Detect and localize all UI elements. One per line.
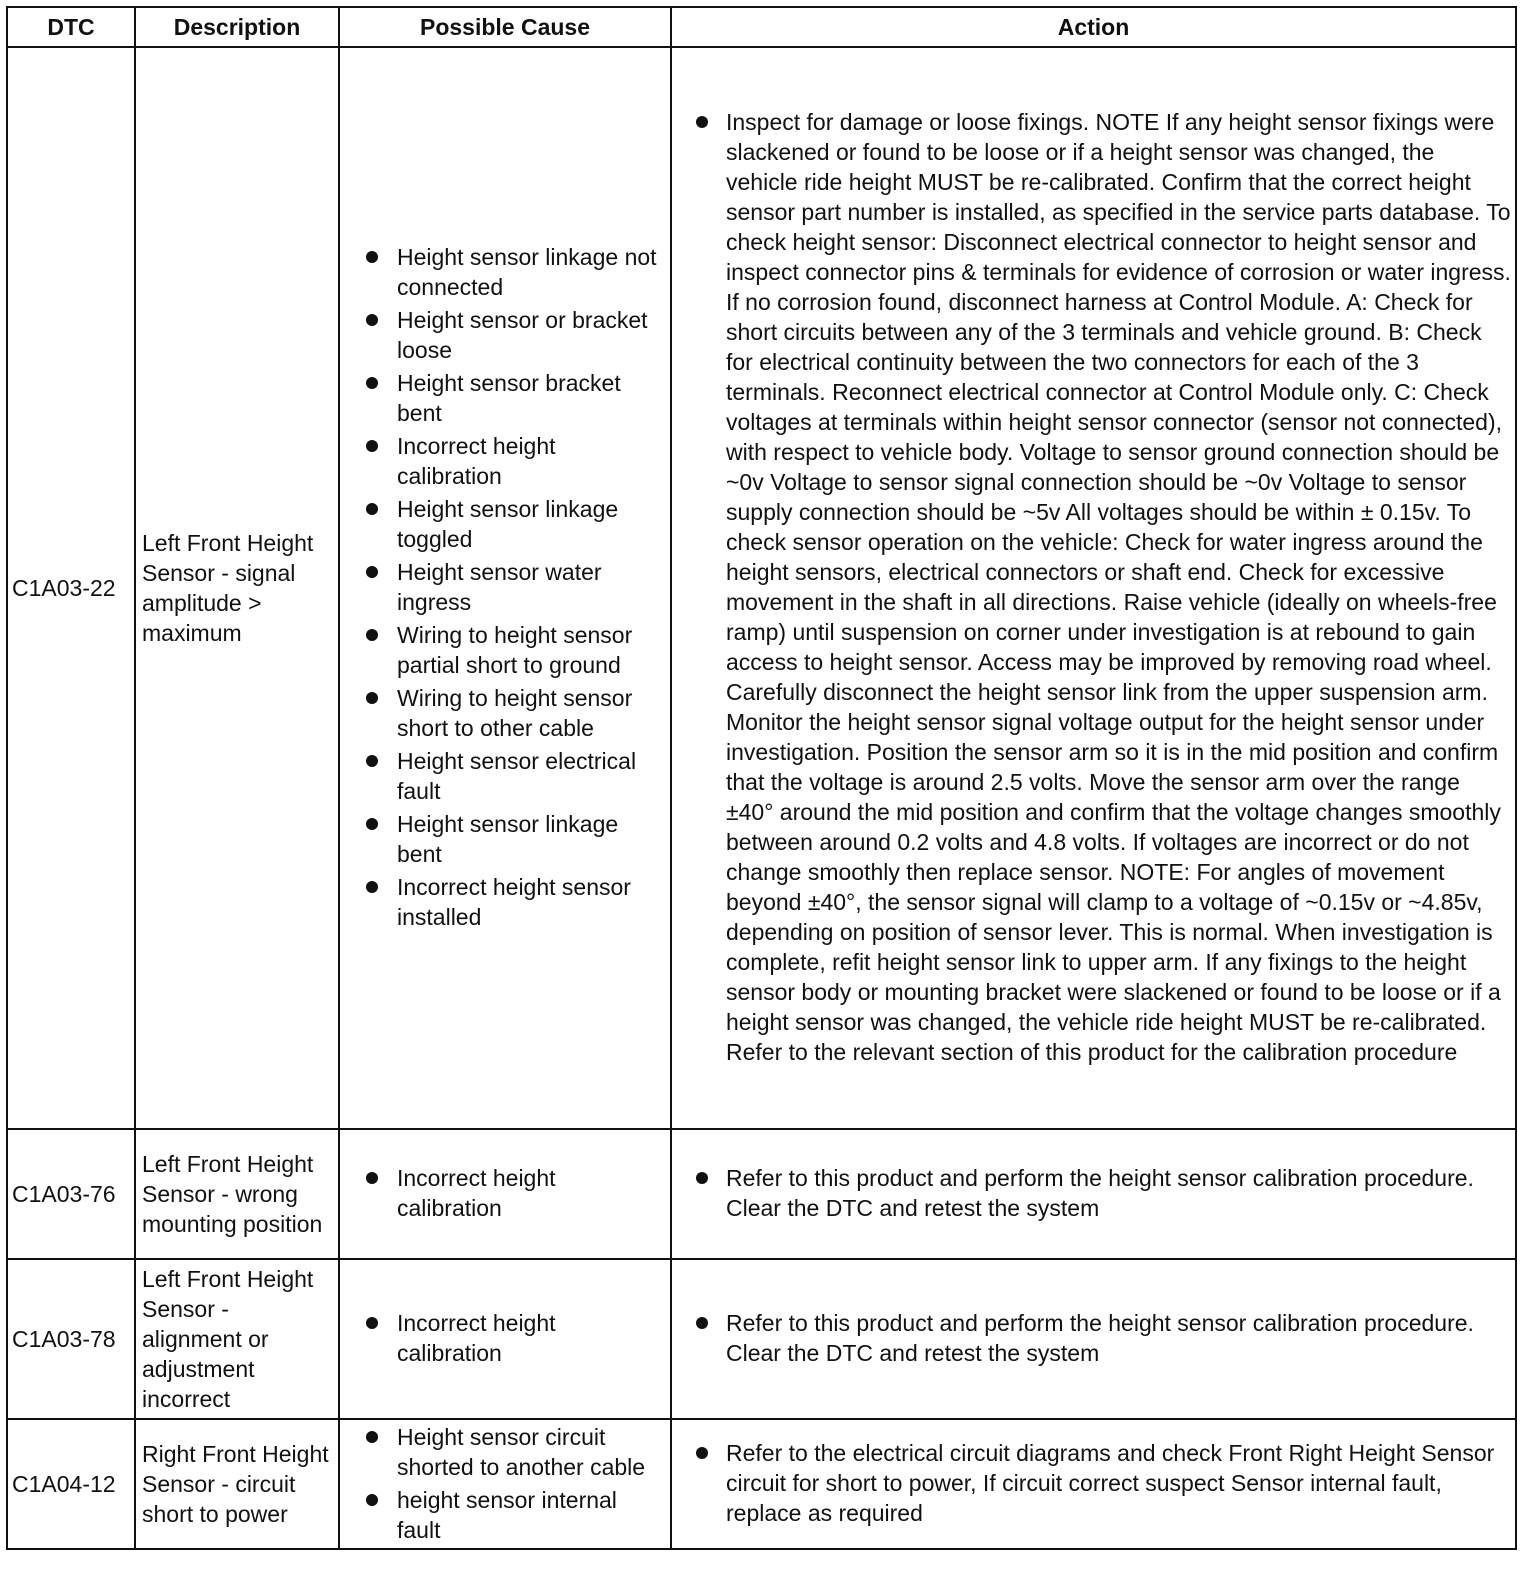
- header-row: [7, 7, 1516, 47]
- table-row: [7, 1419, 1516, 1549]
- action-cell: [671, 1129, 1516, 1259]
- cause-cell: [339, 47, 671, 1129]
- dtc-description: Left Front Height Sensor - wrong mounting position: [135, 1129, 339, 1259]
- dtc-description: Left Front Height Sensor - alignment or adjustment incorrect: [135, 1259, 339, 1419]
- cause-item: Incorrect height calibration: [346, 1163, 666, 1223]
- cause-item: height sensor internal fault: [346, 1485, 666, 1545]
- dtc-description: Right Front Height Sensor - circuit short to power: [135, 1419, 339, 1549]
- cause-item: Height sensor linkage toggled: [346, 494, 666, 554]
- cause-item: Wiring to height sensor short to other cable: [346, 683, 666, 743]
- cause-cell: [339, 1129, 671, 1259]
- dtc-code: C1A04-12: [7, 1419, 135, 1549]
- action-item: Refer to the electrical circuit diagrams and check Front Right Height Sensor circuit for short to power, If circuit correct suspect Sensor internal fault, replace as required: [678, 1438, 1511, 1528]
- cause-item: Incorrect height calibration: [346, 431, 666, 491]
- action-cell: [671, 1259, 1516, 1419]
- action-item: Inspect for damage or loose fixings. NOTE If any height sensor fixings were slackened or found to be loose or if a height sensor was changed, the vehicle ride height MUST be re-calibrated. Confirm that the correct height sensor part number is installed, as specified in the service parts database. To check height sensor: Disconnect electrical connector to height sensor and inspect connector pins & terminals for evidence of corrosion or water ingress. If no corrosion found, disconnect harness at Control Module. A: Check for short circuits between any of the 3 terminals and vehicle ground. B: Check for electrical continuity between the two connectors for each of the 3 terminals. Reconnect electrical connector at Control Module only. C: Check voltages at terminals within height sensor connector (sensor not connected), with respect to vehicle body. Voltage to sensor ground connection should be ~0v Voltage to sensor signal connection should be ~0v Voltage to sensor supply connection should be ~5v All voltages should be within ± 0.15v. To check sensor operation on the vehicle: Check for water ingress around the height sensors, electrical connectors or shaft end. Check for excessive movement in the shaft in all directions. Raise vehicle (ideally on wheels-free ramp) until suspension on corner under investigation is at rebound to gain access to height sensor. Access may be improved by removing road wheel. Carefully disconnect the height sensor link from the upper suspension arm. Monitor the height sensor signal voltage output for the height sensor under investigation. Position the sensor arm so it is in the mid position and confirm that the voltage is around 2.5 volts. Move the sensor arm over the range ±40° around the mid position and confirm that the voltage changes smoothly between around 0.2 volts and 4.8 volts. If voltages are incorrect or do not change smoothly then replace sensor. NOTE: For angles of movement beyond ±40°, the sensor signal will clamp to a voltage of ~0.15v or ~4.85v, depending on position of sensor lever. This is normal. When investigation is complete, refit height sensor link to upper arm. If any fixings to the height sensor body or mounting bracket were slackened or found to be loose or if a height sensor was changed, the vehicle ride height MUST be re-calibrated. Refer to the relevant section of this product for the calibration procedure: [678, 107, 1511, 1067]
- cause-item: Height sensor linkage bent: [346, 809, 666, 869]
- header-cause: Possible Cause: [339, 7, 671, 47]
- action-item: Refer to this product and perform the height sensor calibration procedure. Clear the DTC and retest the system: [678, 1163, 1511, 1223]
- dtc-code: C1A03-78: [7, 1259, 135, 1419]
- cause-cell: [339, 1259, 671, 1419]
- header-action: Action: [671, 7, 1516, 47]
- table-row: [7, 47, 1516, 1129]
- cause-item: Height sensor linkage not connected: [346, 242, 666, 302]
- dtc-code: C1A03-22: [7, 47, 135, 1129]
- cause-item: Incorrect height sensor installed: [346, 872, 666, 932]
- cause-cell: [339, 1419, 671, 1549]
- cause-item: Height sensor electrical fault: [346, 746, 666, 806]
- cause-item: Height sensor water ingress: [346, 557, 666, 617]
- cause-item: Incorrect height calibration: [346, 1308, 666, 1368]
- header-description: Description: [135, 7, 339, 47]
- table-row: [7, 1259, 1516, 1419]
- action-cell: [671, 47, 1516, 1129]
- action-cell: [671, 1419, 1516, 1549]
- cause-item: Height sensor bracket bent: [346, 368, 666, 428]
- cause-item: Height sensor circuit shorted to another cable: [346, 1422, 666, 1482]
- dtc-table: [6, 6, 1517, 1550]
- table-row: [7, 1129, 1516, 1259]
- header-dtc: DTC: [7, 7, 135, 47]
- dtc-code: C1A03-76: [7, 1129, 135, 1259]
- dtc-description: Left Front Height Sensor - signal amplitude > maximum: [135, 47, 339, 1129]
- cause-item: Wiring to height sensor partial short to ground: [346, 620, 666, 680]
- action-item: Refer to this product and perform the height sensor calibration procedure. Clear the DTC and retest the system: [678, 1308, 1511, 1368]
- cause-item: Height sensor or bracket loose: [346, 305, 666, 365]
